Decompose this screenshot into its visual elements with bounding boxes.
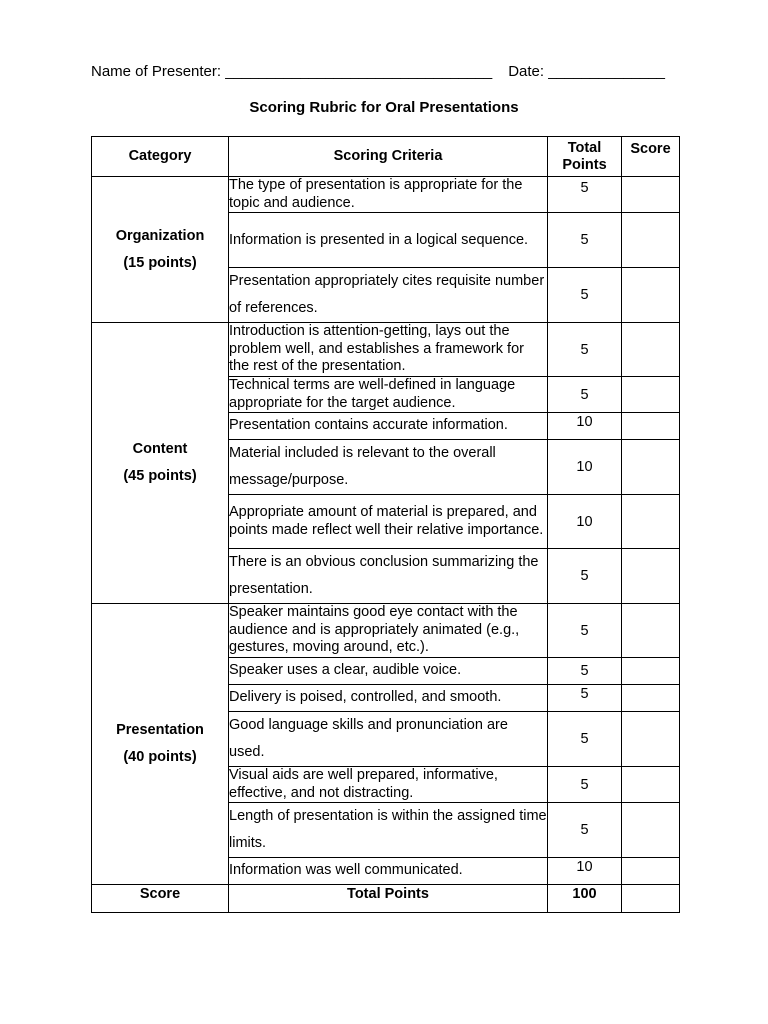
category-content	[92, 323, 229, 604]
category-name: Organization	[115, 227, 205, 244]
category-name: Content	[132, 441, 188, 457]
score-entry-cell[interactable]	[622, 712, 680, 767]
score-entry-cell[interactable]	[622, 803, 680, 858]
criterion-points: 5	[548, 268, 622, 323]
total-points-value: 100	[548, 885, 622, 913]
total-points-header-line1: Total	[567, 139, 602, 156]
criterion-points: 5	[548, 658, 622, 685]
category-presentation	[92, 604, 229, 885]
criterion-points: 10	[548, 858, 622, 885]
score-entry-cell[interactable]	[622, 323, 680, 377]
score-entry-cell[interactable]	[622, 377, 680, 413]
criterion-text: Speaker uses a clear, audible voice.	[229, 658, 548, 685]
criterion-points: 5	[548, 803, 622, 858]
score-entry-cell[interactable]	[622, 549, 680, 604]
score-entry-cell[interactable]	[622, 658, 680, 685]
total-score-entry-cell[interactable]	[622, 885, 680, 913]
criterion-points: 5	[548, 323, 622, 377]
criterion-text: Delivery is poised, controlled, and smooth.	[229, 685, 548, 712]
score-entry-cell[interactable]	[622, 213, 680, 268]
presenter-date-line	[91, 63, 665, 80]
table-row	[92, 604, 680, 658]
presenter-name-label: Name of Presenter: ________________________________	[91, 63, 493, 80]
score-entry-cell[interactable]	[622, 440, 680, 495]
criterion-points: 5	[548, 177, 622, 213]
category-organization	[92, 177, 229, 323]
criterion-text: Material included is relevant to the overall message/purpose.	[229, 440, 548, 495]
table-header-row	[92, 137, 680, 177]
criterion-points: 5	[548, 604, 622, 658]
category-name: Presentation	[116, 722, 204, 738]
criterion-text: Technical terms are well-defined in language appropriate for the target audience.	[229, 377, 548, 413]
criterion-text: Speaker maintains good eye contact with the audience and is appropriately animated (e.g., gestures, moving around, etc.).	[229, 604, 548, 658]
criterion-points: 5	[548, 377, 622, 413]
criterion-text: Presentation contains accurate information.	[229, 413, 548, 440]
criterion-text: Appropriate amount of material is prepared, and points made reflect well their relative importance.	[229, 495, 548, 549]
criterion-text: Visual aids are well prepared, informative, effective, and not distracting.	[229, 767, 548, 803]
date-label: Date: ______________	[508, 63, 665, 80]
scoring-rubric-table	[91, 136, 680, 913]
total-points-footer-label: Total Points	[229, 885, 548, 913]
score-entry-cell[interactable]	[622, 268, 680, 323]
category-header: Category	[92, 137, 229, 177]
criterion-text: Introduction is attention-getting, lays out the problem well, and establishes a framework for the rest of the presentation.	[229, 323, 548, 377]
criterion-points: 5	[548, 685, 622, 712]
category-points: (45 points)	[123, 468, 197, 484]
criterion-points: 10	[548, 495, 622, 549]
criteria-header: Scoring Criteria	[229, 137, 548, 177]
criterion-points: 5	[548, 712, 622, 767]
criterion-text: Presentation appropriately cites requisite number of references.	[229, 268, 548, 323]
score-entry-cell[interactable]	[622, 177, 680, 213]
score-entry-cell[interactable]	[622, 858, 680, 885]
table-row	[92, 177, 680, 213]
score-header: Score	[622, 137, 680, 177]
document-title: Scoring Rubric for Oral Presentations	[249, 99, 519, 116]
criterion-points: 5	[548, 767, 622, 803]
table-row	[92, 323, 680, 377]
total-row	[92, 885, 680, 913]
score-entry-cell[interactable]	[622, 685, 680, 712]
total-points-header-line2: Points	[562, 156, 607, 173]
score-entry-cell[interactable]	[622, 413, 680, 440]
score-entry-cell[interactable]	[622, 495, 680, 549]
total-points-header	[548, 137, 622, 177]
criterion-points: 10	[548, 440, 622, 495]
score-footer-label: Score	[92, 885, 229, 913]
criterion-points: 5	[548, 213, 622, 268]
criterion-text: Information is presented in a logical sequence.	[229, 213, 548, 268]
criterion-text: There is an obvious conclusion summarizing the presentation.	[229, 549, 548, 604]
category-points: (15 points)	[123, 254, 197, 271]
criterion-text: The type of presentation is appropriate for the topic and audience.	[229, 177, 548, 213]
criterion-text: Good language skills and pronunciation are used.	[229, 712, 548, 767]
category-points: (40 points)	[123, 749, 197, 765]
criterion-text: Length of presentation is within the assigned time limits.	[229, 803, 548, 858]
score-entry-cell[interactable]	[622, 767, 680, 803]
criterion-text: Information was well communicated.	[229, 858, 548, 885]
score-entry-cell[interactable]	[622, 604, 680, 658]
criterion-points: 5	[548, 549, 622, 604]
criterion-points: 10	[548, 413, 622, 440]
